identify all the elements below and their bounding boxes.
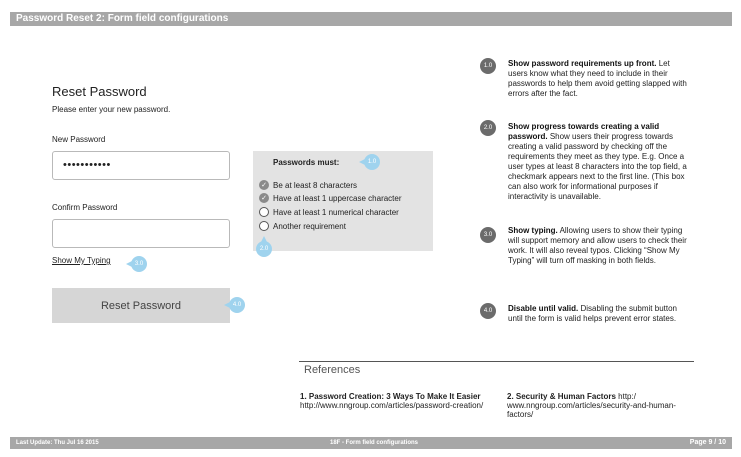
note-heading: Show progress towards creating a valid password. (508, 122, 660, 141)
form-subtitle: Please enter your new password. (52, 105, 171, 114)
footer-bar (10, 437, 732, 449)
reference-title: 1. Password Creation: 3 Ways To Make It Easier (300, 392, 481, 401)
confirm-password-field[interactable] (52, 219, 230, 248)
note-heading: Show typing. (508, 226, 558, 235)
note-body: Show users their progress towards creating a valid password by checking off the requirements they meet as they type. E.g. Once a user types at least 8 characters into the top field, a checkmark appears next to the first line. (This box can also work for informational purposes if interactivity is unavailable. (508, 132, 687, 201)
note-body: Disabling the submit button until the form is valid helps prevent error states. (508, 304, 677, 323)
callout-badge-2: 2.0 (256, 241, 272, 257)
reference-link[interactable]: http:/ www.nngroup.com/articles/security-and-human-factors/ (507, 392, 676, 419)
new-password-value: ••••••••••• (63, 159, 111, 171)
requirement-item (259, 193, 402, 203)
reset-password-button-label: Reset Password (100, 299, 182, 312)
confirm-password-label: Confirm Password (52, 203, 118, 212)
requirement-label: Have at least 1 uppercase character (273, 193, 402, 203)
note-4 (508, 304, 688, 324)
reset-password-button[interactable] (52, 288, 230, 323)
check-circle-icon: ✓ (259, 193, 269, 203)
note-number-badge: 2.0 (480, 120, 496, 136)
note-number-badge: 3.0 (480, 227, 496, 243)
form-title: Reset Password (52, 84, 147, 99)
requirement-label: Be at least 8 characters (273, 180, 358, 190)
requirement-item (259, 207, 399, 217)
empty-circle-icon (259, 221, 269, 231)
requirements-title: Passwords must: (273, 158, 340, 167)
requirement-label: Another requirement (273, 221, 346, 231)
note-3 (508, 226, 688, 266)
note-2 (508, 122, 688, 202)
requirement-item (259, 221, 346, 231)
note-number-badge: 4.0 (480, 303, 496, 319)
show-my-typing-link[interactable]: Show My Typing (52, 256, 111, 265)
reference-title: 2. Security & Human Factors (507, 392, 616, 401)
callout-badge-3: 3.0 (131, 256, 147, 272)
note-heading: Show password requirements up front. (508, 59, 657, 68)
check-circle-icon: ✓ (259, 180, 269, 190)
requirement-label: Have at least 1 numerical character (273, 207, 399, 217)
new-password-label: New Password (52, 135, 106, 144)
page-title: Password Reset 2: Form field configurations (16, 13, 229, 24)
reference-item (300, 392, 485, 410)
empty-circle-icon (259, 207, 269, 217)
note-heading: Disable until valid. (508, 304, 579, 313)
note-1 (508, 59, 688, 99)
note-number-badge: 1.0 (480, 58, 496, 74)
footer-center-text: 18F - Form field configurations (330, 440, 419, 446)
reference-link[interactable]: http://www.nngroup.com/articles/password-creation/ (300, 401, 484, 410)
callout-badge-1: 1.0 (364, 154, 380, 170)
note-body: Let users know what they need to include in their passwords to help them avoid getting slapped with errors after the fact. (508, 59, 687, 98)
title-bar (10, 12, 732, 26)
note-body: Allowing users to show their typing will support memory and allow users to check their work. It will also reveal typos. Clicking “Show My Typing” will turn off masking in both fields. (508, 226, 687, 265)
reference-item (507, 392, 692, 419)
last-update-text: Last Update: Thu Jul 16 2015 (16, 440, 99, 446)
page-number: Page 9 / 10 (689, 439, 726, 446)
new-password-field[interactable] (52, 151, 230, 180)
references-title: References (304, 364, 361, 376)
callout-badge-4: 4.0 (229, 297, 245, 313)
references-divider (299, 361, 694, 362)
requirement-item (259, 180, 357, 190)
